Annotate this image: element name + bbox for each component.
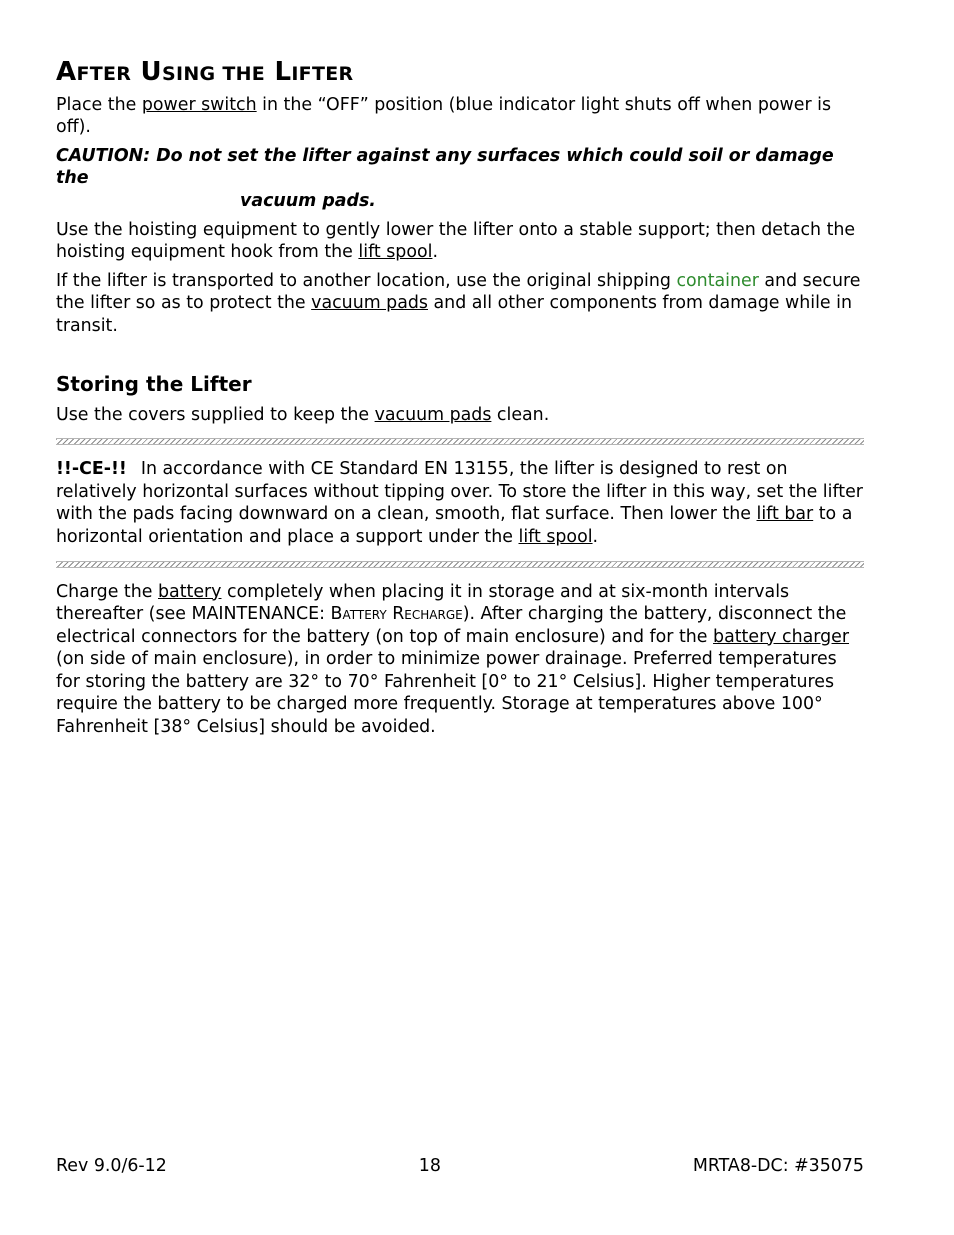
- caution-line-1: CAUTION: Do not set the lifter against any surfaces which could soil or damage the: [56, 145, 834, 189]
- hatched-divider: [56, 438, 864, 445]
- text: and secure the lifter so as to protect the: [56, 270, 861, 314]
- vacuum-pads-link[interactable]: vacuum pads: [311, 293, 428, 314]
- hoist-paragraph: [56, 219, 866, 264]
- text: in the “OFF” position (blue indicator light shuts off when power is off).: [56, 94, 832, 138]
- text: Use the hoisting equipment to gently lower the lifter onto a stable support; then detach the hoisting equipment hook from the: [56, 219, 856, 263]
- title-rest-using-the: SING THE: [161, 63, 266, 85]
- battery-paragraph: [56, 581, 866, 739]
- battery-link[interactable]: battery: [158, 581, 222, 602]
- text: Use the covers supplied to keep the: [56, 404, 375, 425]
- container-link[interactable]: container: [676, 270, 759, 291]
- text: and all other components from damage while in transit.: [56, 293, 852, 336]
- footer-doc-id: MRTA8-DC: #35075: [692, 1156, 864, 1176]
- title-rest-after: FTER: [76, 63, 132, 85]
- title-cap-u: U: [140, 57, 162, 87]
- page-title: [56, 58, 866, 87]
- footer-revision: Rev 9.0/6-12: [56, 1156, 167, 1176]
- battery-recharge-ref: Battery Recharge: [330, 604, 463, 625]
- hatched-divider: [56, 561, 864, 568]
- page-footer: [56, 1156, 864, 1176]
- power-switch-link[interactable]: power switch: [141, 94, 257, 115]
- lift-spool-link[interactable]: lift spool: [518, 526, 593, 547]
- battery-charger-link[interactable]: battery charger: [713, 626, 850, 647]
- text: In accordance with CE Standard EN 13155, the lifter is designed to rest on relatively horizontal surfaces without tipping over. To store the lifter in this way, set the lifter with the pads facing downward on a clean, smooth, flat surface. Then lower the: [56, 459, 863, 525]
- covers-paragraph: [56, 404, 866, 427]
- text: Charge the: [56, 581, 158, 602]
- text: completely when placing it in storage and at six-month intervals thereafter (see MAINTENANCE:: [56, 581, 790, 625]
- lift-spool-link[interactable]: lift spool: [358, 242, 433, 263]
- footer-page-number: 18: [418, 1156, 441, 1176]
- text: to a horizontal orientation and place a support under the: [56, 504, 853, 547]
- text: (on side of main enclosure), in order to minimize power drainage. Preferred temperatures for storing the battery are 32° to 70° Fahrenheit [0° to 21° Celsius]. Higher temperatures require the battery to be charged more frequently. Storage at temperatures above 100° Fahrenheit [38° Celsius] should be avoided.: [56, 649, 837, 738]
- text: .: [592, 526, 599, 547]
- text: .: [432, 242, 438, 263]
- ce-paragraph: [56, 458, 866, 548]
- lift-bar-link[interactable]: lift bar: [756, 504, 814, 525]
- title-rest-lifter: IFTER: [291, 63, 354, 85]
- storing-heading: Storing the Lifter: [56, 371, 252, 396]
- text: ). After charging the battery, disconnect the electrical connectors for the battery (on top of main enclosure) and for the: [56, 604, 847, 647]
- ce-tag: !!-CE-!!: [56, 459, 127, 480]
- title-cap-l: L: [274, 57, 292, 87]
- transport-paragraph: [56, 270, 866, 338]
- caution-line-2: vacuum pads.: [240, 190, 376, 211]
- title-cap-a: A: [56, 57, 77, 87]
- text: Place the: [56, 94, 142, 115]
- vacuum-pads-link[interactable]: vacuum pads: [374, 404, 492, 425]
- text: clean.: [491, 404, 550, 425]
- power-switch-paragraph: [56, 94, 866, 139]
- text: If the lifter is transported to another location, use the original shipping: [56, 270, 677, 291]
- caution-note: [56, 145, 866, 213]
- page-content: [56, 58, 866, 739]
